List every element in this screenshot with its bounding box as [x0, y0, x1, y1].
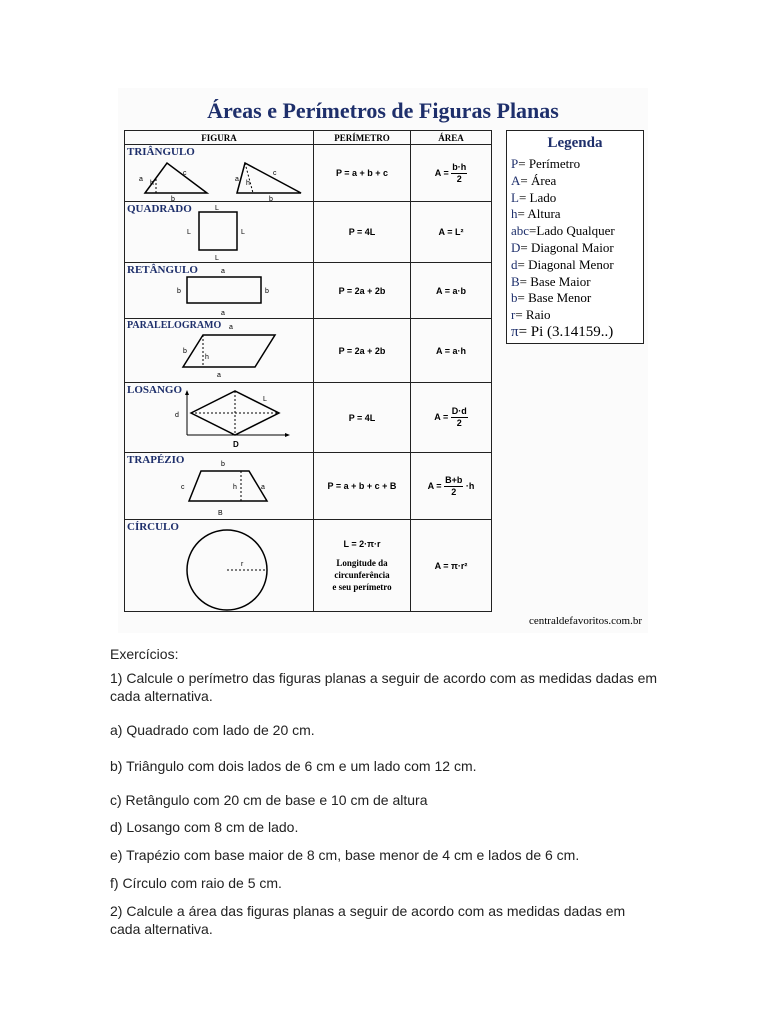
exercise-item: d) Losango com 8 cm de lado.	[110, 819, 299, 835]
legend-symbol: π	[511, 323, 519, 340]
shape-name: PARALELOGRAMO	[127, 320, 222, 331]
triangle-drawing	[125, 145, 313, 202]
header-perimetro: PERÍMETRO	[314, 131, 411, 145]
formula-image	[118, 88, 648, 633]
legend-box	[506, 130, 644, 344]
label-b: b	[265, 288, 269, 295]
header-figura: FIGURA	[125, 131, 314, 145]
shape-name: RETÂNGULO	[127, 264, 198, 276]
area-fraction	[444, 475, 463, 498]
label-c: c	[183, 170, 187, 177]
legend-symbol: D	[511, 239, 521, 255]
figure-cell-triangle	[125, 145, 314, 202]
figure-cell-circle	[125, 520, 314, 612]
fraction-denominator: 2	[456, 173, 462, 184]
label-h: h	[205, 354, 209, 361]
figure-cell-parallelogram	[125, 319, 314, 383]
label-l: L	[187, 229, 191, 236]
label-h: h	[150, 180, 154, 187]
label-r: r	[241, 561, 244, 568]
perimeter-cell-circle	[314, 520, 411, 612]
label-a: a	[261, 484, 265, 491]
label-a: a	[221, 310, 225, 317]
legend-item	[511, 290, 643, 307]
table-row-circulo	[125, 520, 492, 612]
label-a: a	[221, 268, 225, 275]
label-a: a	[229, 324, 233, 331]
legend-symbol: h	[511, 206, 518, 222]
legend-text: = Lado	[518, 189, 557, 205]
exercises-section	[110, 645, 658, 938]
perimeter-formula: P = 4L	[314, 383, 411, 453]
shape-name: CÍRCULO	[127, 521, 179, 533]
note-line: Longitude da	[336, 557, 388, 568]
parallelogram-drawing	[125, 319, 313, 383]
fraction-numerator: b·h	[452, 161, 467, 172]
label-l: L	[241, 229, 245, 236]
note-line: circunferência	[334, 569, 390, 580]
legend-symbol: P	[511, 156, 519, 171]
figure-cell-rhombus	[125, 383, 314, 453]
legend-symbol: b	[511, 290, 518, 306]
header-area: ÁREA	[411, 131, 492, 145]
question-1: 1) Calcule o perímetro das figuras planas a seguir de acordo com as medidas dadas em cada alternativa.	[110, 670, 658, 704]
legend-item	[511, 240, 643, 257]
rectangle-drawing	[125, 263, 313, 319]
area-formula	[411, 383, 492, 453]
exercise-item: b) Triângulo com dois lados de 6 cm e um lado com 12 cm.	[110, 758, 477, 774]
legend-text: = Área	[520, 172, 557, 188]
trapezoid-drawing	[125, 453, 313, 520]
legend-symbol: A	[511, 172, 521, 188]
legend-list	[511, 156, 643, 341]
legend-item	[511, 223, 643, 240]
legend-item	[511, 307, 643, 324]
formula-table	[124, 130, 492, 612]
figure-cell-square	[125, 202, 314, 263]
label-a: a	[217, 372, 221, 379]
label-d: d	[175, 412, 179, 419]
legend-item	[511, 190, 643, 207]
legend-item	[511, 257, 643, 274]
legend-text: = Raio	[515, 307, 551, 323]
rhombus-drawing	[125, 383, 313, 453]
label-l: L	[263, 396, 267, 403]
label-c: c	[181, 484, 185, 491]
perimeter-formula: P = a + b + c	[314, 145, 411, 202]
label-h: h	[233, 484, 237, 491]
label-b: b	[177, 288, 181, 295]
table-row-paralelogramo	[125, 319, 492, 383]
legend-symbol: B	[511, 273, 520, 289]
legend-text: = Altura	[517, 206, 561, 222]
shape-name: TRAPÉZIO	[127, 454, 185, 466]
legend-symbol: L	[511, 189, 519, 205]
shape-name: QUADRADO	[127, 203, 192, 215]
table-row-trapezio	[125, 453, 492, 520]
perimeter-formula: P = 2a + 2b	[314, 263, 411, 319]
label-B: B	[218, 510, 223, 517]
label-l: L	[215, 255, 219, 262]
legend-item	[511, 206, 643, 223]
label-b: b	[269, 196, 273, 202]
label-a: a	[139, 176, 143, 183]
area-fraction	[451, 406, 468, 429]
legend-title: Legenda	[547, 135, 603, 151]
label-b: b	[171, 196, 175, 202]
legend-text: = Diagonal Menor	[517, 256, 614, 272]
perimeter-formula: L = 2·π·r	[343, 538, 381, 549]
perimeter-formula: P = a + b + c + B	[314, 453, 411, 520]
area-formula: A = a·h	[411, 319, 492, 383]
label-l: L	[215, 205, 219, 212]
table-row-triangulo	[125, 145, 492, 202]
label-b: b	[183, 348, 187, 355]
exercise-item: c) Retângulo com 20 cm de base e 10 cm de altura	[110, 792, 428, 808]
legend-symbol: abc	[511, 223, 530, 239]
table-row-retangulo	[125, 263, 492, 319]
legend-symbol: r	[511, 307, 516, 323]
shape-name: TRIÂNGULO	[127, 146, 195, 158]
area-formula	[411, 145, 492, 202]
exercise-item: f) Círculo com raio de 5 cm.	[110, 875, 282, 891]
legend-text: = Base Maior	[519, 273, 591, 289]
legend-item	[511, 274, 643, 291]
legend-item	[511, 156, 643, 173]
table-row-quadrado	[125, 202, 492, 263]
fraction-denominator: 2	[451, 486, 457, 497]
area-formula	[411, 453, 492, 520]
area-prefix: A =	[434, 167, 449, 178]
area-formula: A = a·b	[411, 263, 492, 319]
question-2: 2) Calcule a área das figuras planas a seguir de acordo com as medidas dadas em cada alternativa.	[110, 903, 626, 937]
table-row-losango	[125, 383, 492, 453]
area-suffix: ·h	[465, 480, 475, 491]
fraction-numerator: D·d	[451, 406, 467, 416]
label-a: a	[235, 176, 239, 183]
fraction-numerator: B+b	[445, 474, 463, 485]
perimeter-formula: P = 2a + 2b	[314, 319, 411, 383]
legend-item	[511, 173, 643, 190]
perimeter-formula: P = 4L	[314, 202, 411, 263]
label-b: b	[221, 461, 225, 468]
exercise-item: e) Trapézio com base maior de 8 cm, base menor de 4 cm e lados de 6 cm.	[110, 847, 580, 863]
perimeter-note	[314, 557, 410, 593]
shape-name: LOSANGO	[127, 384, 183, 396]
area-prefix: A =	[434, 411, 449, 422]
label-h: h	[246, 180, 250, 187]
area-prefix: A =	[427, 480, 442, 491]
area-formula: A = L²	[411, 202, 492, 263]
label-D: D	[233, 440, 239, 449]
source-credit: centraldefavoritos.com.br	[528, 615, 642, 627]
table-header-row	[125, 131, 492, 145]
exercise-item: a) Quadrado com lado de 20 cm.	[110, 722, 315, 738]
main-title: Áreas e Perímetros de Figuras Planas	[207, 98, 559, 123]
legend-text: = Pi (3.14159..)	[518, 323, 614, 340]
legend-text: =Lado Qualquer	[529, 223, 615, 239]
exercises-heading: Exercícios:	[110, 646, 179, 662]
note-line: e seu perímetro	[332, 581, 392, 592]
label-c: c	[273, 170, 277, 177]
figure-cell-rectangle	[125, 263, 314, 319]
figure-cell-trapezoid	[125, 453, 314, 520]
square-drawing	[125, 202, 313, 263]
area-formula: A = π·r²	[411, 520, 492, 612]
legend-text: = Base Menor	[517, 290, 592, 306]
area-fraction	[451, 162, 467, 185]
circle-drawing	[125, 520, 313, 616]
legend-item	[511, 324, 643, 341]
legend-text: = Diagonal Maior	[520, 239, 614, 255]
legend-symbol: d	[511, 256, 518, 272]
fraction-denominator: 2	[456, 418, 462, 428]
legend-text: = Perímetro	[518, 156, 581, 171]
